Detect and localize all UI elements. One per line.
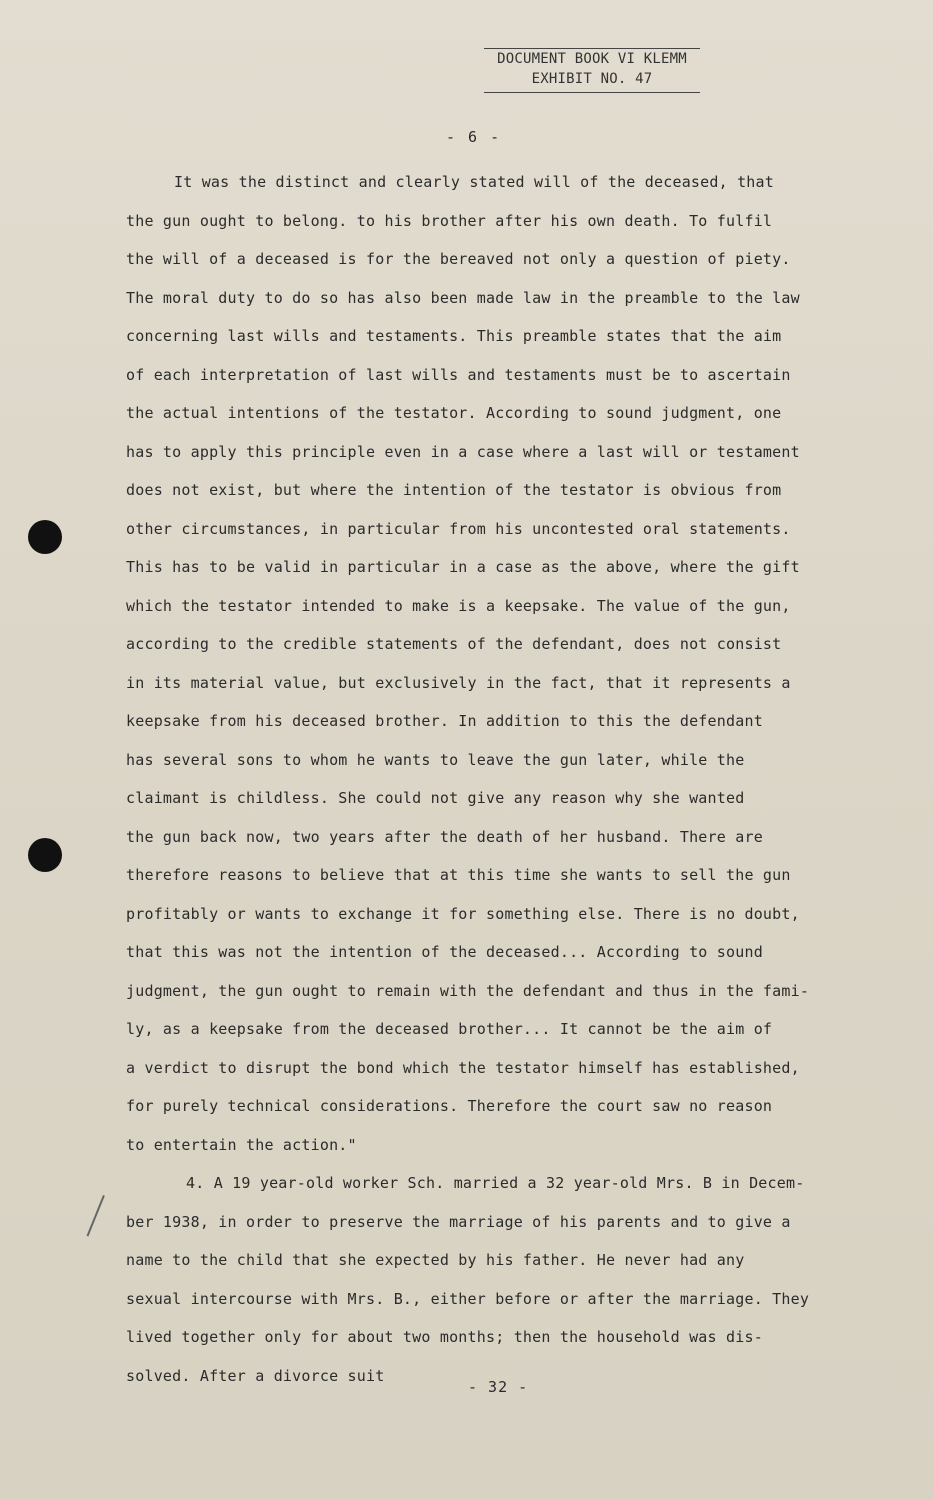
body-line: has several sons to whom he wants to leave the gun later, while the	[126, 750, 745, 769]
document-header	[484, 48, 700, 93]
body-line: keepsake from his deceased brother. In addition to this the defendant	[126, 712, 763, 730]
body-line: does not exist, but where the intention of the testator is obvious from	[126, 481, 782, 499]
punch-hole	[28, 838, 62, 872]
body-line: sexual intercourse with Mrs. B., either before or after the marriage. They	[126, 1289, 810, 1308]
body-line: It was the distinct and clearly stated will of the deceased, that	[174, 173, 774, 191]
document-book-label: DOCUMENT BOOK VI KLEMM	[497, 51, 687, 67]
margin-mark	[87, 1195, 105, 1237]
body-line: solved. After a divorce suit	[126, 1366, 385, 1385]
body-line: has to apply this principle even in a case where a last will or testament	[126, 442, 800, 461]
header-bottom-rule	[484, 92, 700, 93]
exhibit-number: EXHIBIT NO. 47	[531, 71, 653, 87]
body-line: lived together only for about two months; then the household was dis-	[126, 1328, 763, 1346]
body-line: ly, as a keepsake from the deceased brother... It cannot be the aim of	[126, 1020, 773, 1038]
body-line: ber 1938, in order to preserve the marriage of his parents and to give a	[126, 1212, 791, 1231]
body-line: judgment, the gun ought to remain with the defendant and thus in the fami-	[126, 981, 810, 1000]
body-line: according to the credible statements of the defendant, does not consist	[126, 635, 782, 653]
page-marker: - 6 -	[446, 128, 502, 146]
body-line: the gun ought to belong. to his brother after his own death. To fulfil	[126, 211, 773, 230]
body-line: that this was not the intention of the deceased... According to sound	[126, 943, 763, 961]
body-line: the actual intentions of the testator. According to sound judgment, one	[126, 404, 782, 422]
body-line: for purely technical considerations. Therefore the court saw no reason	[126, 1097, 773, 1115]
body-line: other circumstances, in particular from his uncontested oral statements.	[126, 519, 791, 538]
body-line: the gun back now, two years after the death of her husband. There are	[126, 827, 763, 846]
body-line: therefore reasons to believe that at this time she wants to sell the gun	[126, 866, 791, 884]
body-line: of each interpretation of last wills and testaments must be to ascertain	[126, 365, 791, 384]
document-body	[126, 163, 861, 1395]
body-line: The moral duty to do so has also been made law in the preamble to the law	[126, 288, 800, 307]
body-line: concerning last wills and testaments. This preamble states that the aim	[126, 327, 782, 345]
page-number: - 32 -	[468, 1378, 529, 1396]
punch-hole	[28, 520, 62, 554]
body-line: to entertain the action."	[126, 1135, 357, 1154]
body-line: 4. A 19 year-old worker Sch. married a 32 year-old Mrs. B in Decem-	[186, 1174, 805, 1192]
body-line: name to the child that she expected by his father. He never had any	[126, 1251, 745, 1269]
body-line: claimant is childless. She could not give any reason why she wanted	[126, 789, 745, 807]
body-line: This has to be valid in particular in a case as the above, where the gift	[126, 558, 800, 576]
body-line: which the testator intended to make is a keepsake. The value of the gun,	[126, 596, 791, 615]
body-line: a verdict to disrupt the bond which the testator himself has established,	[126, 1058, 800, 1077]
body-line: the will of a deceased is for the bereaved not only a question of piety.	[126, 250, 791, 268]
body-line: profitably or wants to exchange it for something else. There is no doubt,	[126, 904, 800, 923]
body-line: in its material value, but exclusively in the fact, that it represents a	[126, 673, 791, 692]
